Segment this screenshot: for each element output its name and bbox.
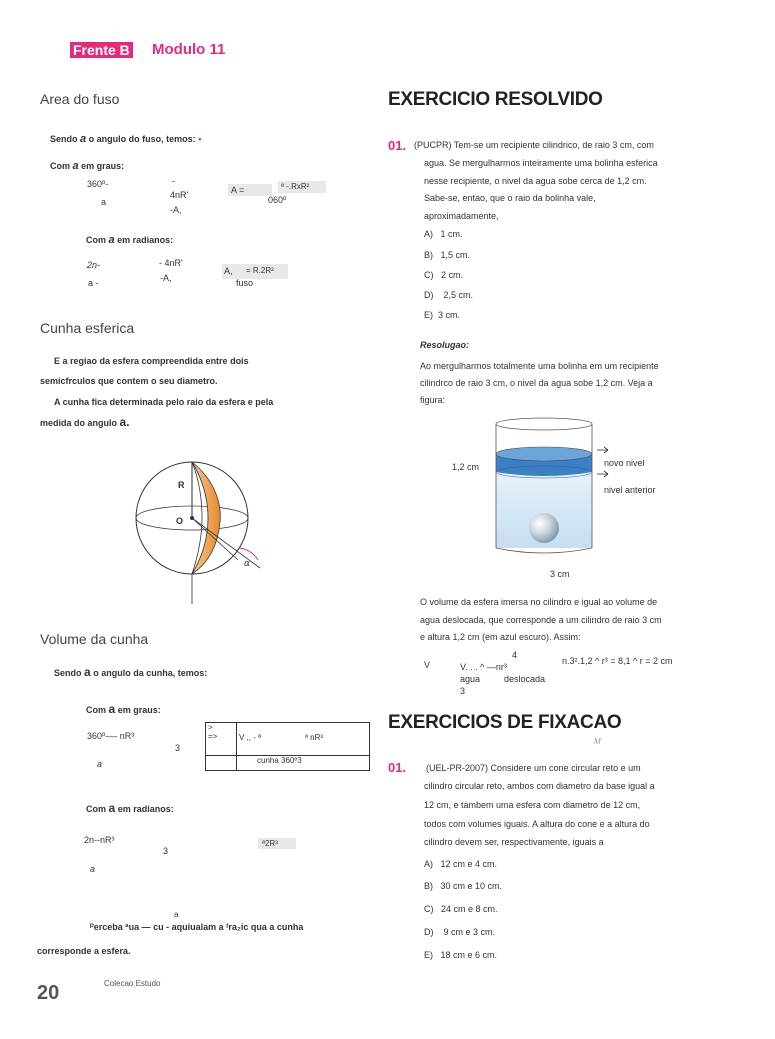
volume-graus-pre: Com bbox=[86, 705, 106, 715]
cunha-p1a: E a regiao da esfera compreendida entre dois bbox=[54, 356, 249, 366]
cunha-p2b-sym: a. bbox=[119, 415, 130, 429]
section-title-fuso: Area do fuso bbox=[40, 91, 120, 107]
opt-text: 12 cm e 4 cm. bbox=[440, 859, 498, 869]
fig-prev-level: nivel anterior bbox=[604, 485, 656, 495]
section-title-cunha: Cunha esferica bbox=[40, 320, 135, 336]
volume-intro-pre: Sendo bbox=[54, 668, 82, 678]
vt-r2c1 bbox=[206, 756, 237, 771]
fuso-intro-post: o angulo do fuso, temos: bbox=[88, 134, 196, 144]
fuso-r-left2: a - bbox=[88, 278, 99, 288]
fuso-g-mid3: -A, bbox=[170, 205, 182, 215]
resolvido-option-d bbox=[424, 290, 473, 300]
resolvido-stem1: (PUCPR) Tem-se um recipiente cilindrico, de raio 3 cm, com bbox=[414, 140, 654, 150]
opt-letter: E) bbox=[424, 950, 433, 960]
volume-intro-post: o angulo da cunha, temos: bbox=[93, 668, 208, 678]
fixacao-mark: M bbox=[594, 737, 601, 746]
eq-agua: agua bbox=[460, 674, 481, 684]
eq-right: n.3².1,2 ^ r³ = 8,1 ^ r = 2 cm bbox=[562, 656, 673, 666]
fixacao-num: 01. bbox=[388, 760, 407, 775]
opt-letter: A) bbox=[424, 229, 433, 239]
vt-r1c3: ª nR³ bbox=[303, 723, 370, 756]
fuso-bullet: • bbox=[198, 134, 202, 144]
fig-base-label: 3 cm bbox=[550, 569, 570, 579]
volume-g-left1: 360º-— nR³ bbox=[87, 731, 135, 741]
cunha-p2b-pre: medida do angulo bbox=[40, 418, 118, 428]
fixacao-option-a bbox=[424, 859, 497, 869]
resolucao-line2: cilindrco de raio 3 cm, o nivel da agua sobe 1,2 cm. Veja a bbox=[420, 378, 653, 388]
cunha-p2b bbox=[40, 415, 130, 429]
resolvido-stem2: agua. Se mergulharmos inteiramente uma bolinha esferica bbox=[424, 158, 658, 168]
vt-r1c1-b: => bbox=[208, 732, 218, 741]
vt-r1c1-a: > bbox=[208, 723, 213, 732]
after-line2: agua deslocada, que corresponde a um cilindro de raio 3 cm bbox=[420, 615, 662, 625]
resolvido-option-b bbox=[424, 250, 470, 260]
eq-desl: deslocada bbox=[504, 674, 546, 684]
fuso-rad-sym: a bbox=[108, 234, 115, 246]
volume-note1: ᴾerceba ªua — cu - aquiualam a ᶠra₂ic qua a cunha bbox=[90, 922, 304, 932]
module-title: Modulo 11 bbox=[152, 41, 226, 58]
volume-note2: corresponde a esfera. bbox=[37, 946, 131, 956]
resolvido-stem5: aproximadamente, bbox=[424, 211, 499, 221]
fig-height-label: 1,2 cm bbox=[452, 462, 480, 472]
fixacao-option-c bbox=[424, 904, 498, 914]
cylinder-top bbox=[496, 418, 592, 430]
volume-formula-table bbox=[205, 722, 370, 771]
fuso-r-box-c: fuso bbox=[236, 278, 254, 288]
eq-v: V bbox=[424, 660, 431, 670]
volume-r-left1: 2n--nR³ bbox=[84, 835, 115, 845]
fuso-intro bbox=[50, 133, 201, 145]
fuso-graus-label bbox=[50, 160, 124, 172]
resolvido-option-a bbox=[424, 229, 463, 239]
fuso-graus-sym: a bbox=[72, 160, 79, 172]
cylinder-figure bbox=[494, 416, 598, 566]
fuso-g-left2: a bbox=[101, 197, 107, 207]
fuso-r-mid2: -A, bbox=[160, 273, 172, 283]
opt-text: 9 cm e 3 cm. bbox=[443, 927, 496, 937]
resolvido-option-e bbox=[424, 310, 460, 320]
resolvido-stem3: nesse recipiente, o nivel da agua sobe cerca de 1,2 cm. bbox=[424, 176, 647, 186]
label-R: R bbox=[178, 480, 185, 490]
water-surface bbox=[496, 447, 592, 461]
opt-text: 18 cm e 6 cm. bbox=[440, 950, 498, 960]
opt-text: 2,5 cm. bbox=[443, 290, 474, 300]
after-line3: e altura 1,2 cm (em azul escuro). Assim: bbox=[420, 632, 581, 642]
fuso-rad-pre: Com bbox=[86, 235, 106, 245]
collection-name: Colecao Estudo bbox=[104, 979, 161, 988]
eq-top: 4 bbox=[512, 650, 518, 660]
volume-intro bbox=[54, 665, 207, 679]
volume-note-a: a bbox=[174, 910, 179, 919]
volume-g-left3: a bbox=[97, 759, 103, 769]
fuso-g-left1: 360º- bbox=[87, 179, 109, 189]
page-number: 20 bbox=[37, 982, 60, 1004]
vt-r1c1 bbox=[206, 723, 237, 756]
opt-text: 3 cm. bbox=[438, 310, 461, 320]
fixacao-option-b bbox=[424, 881, 502, 891]
ball bbox=[529, 513, 559, 543]
vt-r1c2: V ,, - ª bbox=[237, 723, 304, 756]
cylinder-bottom bbox=[496, 548, 592, 553]
opt-letter: B) bbox=[424, 250, 433, 260]
opt-letter: E) bbox=[424, 310, 433, 320]
fixacao-option-e bbox=[424, 950, 497, 960]
volume-r-left2: 3 bbox=[163, 846, 169, 856]
opt-text: 2 cm. bbox=[441, 270, 464, 280]
fig-new-level: novo nivel bbox=[604, 458, 645, 468]
opt-letter: C) bbox=[424, 904, 434, 914]
fuso-g-box-b: ª -.RxR² bbox=[281, 182, 310, 191]
fuso-r-left1: 2n- bbox=[87, 260, 101, 270]
volume-g-left2: 3 bbox=[175, 743, 181, 753]
cunha-p2a: A cunha fica determinada pelo raio da esfera e pela bbox=[54, 397, 274, 407]
volume-rad-pre: Com bbox=[86, 804, 106, 814]
volume-rad-post: em radianos: bbox=[117, 804, 174, 814]
volume-intro-sym: a bbox=[84, 665, 91, 679]
volume-rad-label bbox=[86, 801, 174, 815]
vt-r2c2: cunha 360º3 bbox=[237, 756, 370, 771]
opt-letter: B) bbox=[424, 881, 433, 891]
fuso-rad-post: em radianos: bbox=[117, 235, 174, 245]
fixacao-stem5: cilindro devem ser, respectivamente, iguais a bbox=[424, 837, 604, 847]
opt-letter: C) bbox=[424, 270, 434, 280]
center-point bbox=[190, 516, 194, 520]
resolucao-label: Resolugao: bbox=[420, 340, 470, 350]
fuso-g-mid2: 4nR' bbox=[170, 190, 189, 200]
resolvido-option-c bbox=[424, 270, 463, 280]
label-alpha: α bbox=[244, 559, 251, 569]
fuso-g-box-a: A = bbox=[231, 185, 245, 195]
fixacao-stem2: cilindro circular reto, ambos com diametro da base igual a bbox=[424, 781, 655, 791]
volume-graus-sym: a bbox=[108, 702, 116, 716]
resolvido-stem4: Sabe-se, entao, que o raio da bolinha vale, bbox=[424, 193, 596, 203]
fixacao-option-d bbox=[424, 927, 495, 937]
fuso-rad-label bbox=[86, 234, 173, 246]
resolvido-num: 01. bbox=[388, 138, 407, 153]
wedge-figure bbox=[130, 438, 280, 608]
fixacao-title: EXERCICIOS DE FIXACAO bbox=[388, 712, 622, 733]
opt-text: 24 cm e 8 cm. bbox=[441, 904, 498, 914]
fuso-g-box-c: 060º bbox=[268, 195, 287, 205]
fuso-graus-post: em graus: bbox=[81, 161, 125, 171]
resolvido-title: EXERCICIO RESOLVIDO bbox=[388, 89, 603, 110]
volume-r-box-text: ª2R³ bbox=[262, 839, 278, 848]
eq-mid: V. . . ^ —nr³ bbox=[460, 662, 507, 672]
fuso-r-mid1: - 4nR' bbox=[159, 258, 183, 268]
fuso-g-mid1: - bbox=[172, 176, 175, 186]
wedge-shape bbox=[192, 462, 220, 574]
volume-r-left3: a bbox=[90, 864, 96, 874]
module-tag: Frente B bbox=[70, 42, 133, 58]
opt-text: 1,5 cm. bbox=[440, 250, 471, 260]
section-title-volume: Volume da cunha bbox=[40, 631, 149, 647]
opt-text: 1 cm. bbox=[440, 229, 463, 239]
opt-letter: D) bbox=[424, 927, 434, 937]
label-O: O bbox=[176, 516, 184, 526]
resolucao-line3: figura: bbox=[420, 395, 446, 405]
resolucao-line1: Ao mergulharmos totalmente uma bolinha em um recipiente bbox=[420, 361, 659, 371]
eq-three: 3 bbox=[460, 686, 466, 696]
volume-graus-label bbox=[86, 702, 161, 716]
opt-letter: D) bbox=[424, 290, 434, 300]
fuso-r-box-b: = R.2R² bbox=[246, 266, 274, 275]
opt-letter: A) bbox=[424, 859, 433, 869]
fixacao-stem4: todos com volumes iguais. A altura do cone e a altura do bbox=[424, 819, 650, 829]
fuso-intro-sym: a bbox=[80, 133, 87, 145]
opt-text: 30 cm e 10 cm. bbox=[440, 881, 503, 891]
fuso-r-box-a: A, bbox=[224, 266, 233, 276]
after-line1: O volume da esfera imersa no cilindro e igual ao volume de bbox=[420, 597, 658, 607]
volume-rad-sym: a bbox=[108, 801, 116, 815]
fuso-intro-pre: Sendo bbox=[50, 134, 78, 144]
cunha-p1b: semicfrculos que contem o seu diametro. bbox=[40, 376, 218, 386]
fuso-graus-pre: Com bbox=[50, 161, 70, 171]
volume-graus-post: em graus: bbox=[117, 705, 161, 715]
fixacao-stem3: 12 cm, e tambem uma esfera com diametro de 12 cm, bbox=[424, 800, 641, 810]
fixacao-stem1: (UEL-PR-2007) Considere um cone circular reto e um bbox=[426, 763, 641, 773]
